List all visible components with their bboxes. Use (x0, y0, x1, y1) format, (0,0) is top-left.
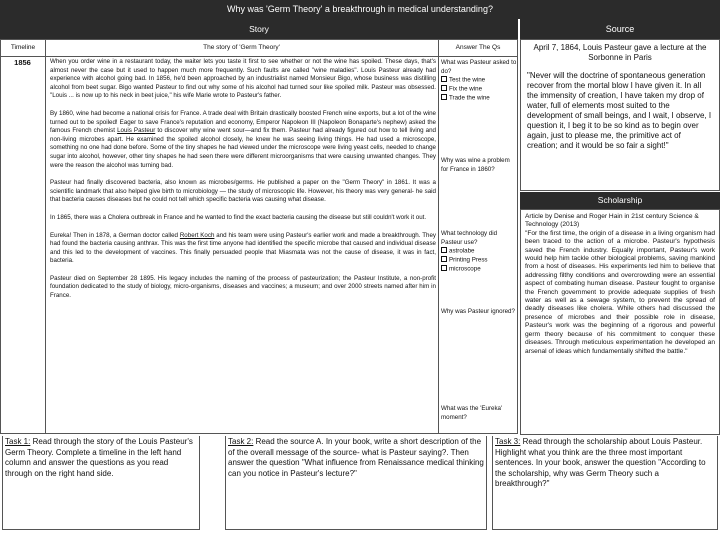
scholarship-header: Scholarship (520, 192, 720, 209)
task-text: Read the source A. In your book, write a short description of the of the overall message of the source- what is Pasteur saying?. Then answer the question "What influence from Renaissance medical thinking can you notice in Pasteur's lecture?" (228, 437, 484, 478)
scholarship-intro: Article by Denise and Roger Hain in 21st century Science & Technology (2013) (525, 213, 699, 229)
task-3 (492, 436, 718, 530)
option-label: Test the wine (449, 76, 486, 84)
source-panel (520, 39, 720, 191)
source-quote: "Never will the doctrine of spontaneous generation recover from the mortal blow I have given it. In all the immensity of creation, I have taken my drop of water, full of elements most suited to the development of small beings, and I wait, I observe, I question it, I beg it to be so kind as to begin over again, just to please me, the primitive act of creation; and it would be so fair a sight!" (527, 71, 712, 150)
task-2 (225, 436, 487, 530)
story-paragraph (50, 110, 436, 170)
question-5: What was the 'Eureka' moment? (441, 405, 503, 421)
checkbox-icon[interactable] (441, 76, 447, 82)
option-checkbox[interactable] (441, 85, 517, 94)
scholarship-quote: "For the first time, the origin of a disease in a living organism had been traced to the action of a microbe. Pasteur's hypothesis saved the French industry. Equally important, Pasteur's work would help him tackle other biological problems, saving mankind from a host of diseases. His experiments led him to believe that addressing filthy conditions and overcrowding were an essential aspect of combating human disease. Pasteur fought to organise the French government to provide adequate supplies of fresh water as well as a sewage system, to prevent the spread of deadly diseases like cholera. While others had discussed the presence of microbes and their possible role in disease, Pasteur's work was the beginning of a rigorous and powerful germ theory because of his commitment to conquer these diseases. Through meticulous experimentation he developed an arsenal of ideas which fundamentally shifted the battle." (525, 229, 715, 355)
timeline-year: 1856 (14, 58, 31, 67)
paragraph-text: and his team were using Pasteur's earlier work and made a breakthrough. They had found the bacteria causing anthrax. This was the first time anyone had identified the specific microbe that caused and individual disease and this led to the development of vaccines. This finally persuaded people that Miasmata was not the cause of disease, it was in fact, bacteria. (50, 231, 436, 265)
timeline-column-header: Timeline (10, 44, 36, 51)
column-divider (45, 40, 46, 433)
paragraph-text: to discover why wine went sour—and fix them. Pasteur had already figured out how to tell living and non-living microbes apart. He examined the spoiled alcohol closely, he knew he was seeing living things. He had used a microscope, something no one had done before. Some of the tiny shapes he had viewed under the microscope were living yeast cells, needed to change sugar into alcohol, however, other tiny shapes he had seen there were different microorganisms that were causing unwanted changes. They were the reason the alcohol was turning bad. (50, 127, 436, 169)
story-header: Story (0, 19, 518, 39)
question-1 (441, 59, 517, 103)
header-divider (1, 56, 517, 57)
option-checkbox[interactable] (441, 247, 517, 256)
story-paragraph: When you order wine in a restaurant today, the waiter lets you taste it first to see whether or not the wine has spoiled. These days, that's almost never the case but it used to happen much more frequently. Such faults are called "wine maladies". Louis Pasteur already had experience with alcohol going bad. In 1856, he'd been approached by an industrialist named Monsieur Bigo, whose business was distilling alcohol from beet sugar. Bigo wanted Pasteur to find out why some of his alcohol had turned sour like spoiled milk. Pasteur was obsessed. "Louis ... is now up to his neck in beet juice," his wife Marie wrote to Pasteur's father. (50, 58, 436, 100)
story-paragraph (50, 232, 436, 266)
task-label: Task 3: (495, 437, 521, 446)
option-label: Trade the wine (449, 94, 490, 102)
paragraph-text: Eureka! Then in 1878, a German doctor called (50, 231, 180, 239)
question-text: What was Pasteur asked to do? (441, 59, 517, 75)
option-checkbox[interactable] (441, 76, 517, 85)
column-divider (438, 40, 439, 433)
checkbox-icon[interactable] (441, 247, 447, 253)
question-text: What technology did Pasteur use? (441, 230, 498, 246)
option-label: astrolabe (449, 247, 475, 255)
question-2: Why was wine a problem for France in 1860? (441, 157, 510, 173)
option-label: Printing Press (449, 256, 488, 264)
option-checkbox[interactable] (441, 94, 517, 103)
paragraph-text: By 1860, wine had become a national crisis for France. A trade deal with Britain drastically boosted French wine exports, but a lot of the wine turned out to be spoiled! Eager to save France's reputation and economy, Emperor Napoleon III (Napoleon Bonaparte's nephew) asked the famous French chemist (50, 109, 436, 135)
story-table (0, 39, 518, 434)
louis-pasteur-link[interactable]: Louis Pasteur (117, 127, 156, 135)
task-text: Read through the scholarship about Louis Pasteur. Highlight what you think are the three most important sentences. In your book, answer the question "According to the scholarship, why was Germ Theory such a breakthrough?" (495, 437, 706, 488)
task-label: Task 2: (228, 437, 254, 446)
option-label: Fix the wine (449, 85, 483, 93)
task-label: Task 1: (5, 437, 31, 446)
story-paragraph: Pasteur had finally discovered bacteria, also known as microbes/germs. He published a paper on the "Germ Theory" in 1861. It was a scientific landmark that also helped give birth to microbiology — the study of microscopic life. However, his theory was very general- he said that bacteria causes diseases but he could not tell which specific bacteria was causing what disease. (50, 179, 436, 204)
task-text: Read through the story of the Louis Pasteur's Germ Theory. Complete a timeline in the left hand column and answer the questions as you read through on the right hand side. (5, 437, 193, 478)
page-title: Why was 'Germ Theory' a breakthrough in medical understanding? (0, 0, 720, 19)
source-intro: April 7, 1864, Louis Pasteur gave a lecture at the Sorbonne in Paris (533, 43, 707, 62)
story-column-header: The story of 'Germ Theory' (203, 44, 280, 51)
source-header: Source (520, 19, 720, 39)
option-label: microscope (449, 265, 481, 273)
option-checkbox[interactable] (441, 256, 517, 265)
checkbox-icon[interactable] (441, 256, 447, 262)
scholarship-panel (520, 209, 720, 435)
story-paragraph: Pasteur died on September 28 1895. His legacy includes the naming of the process of pasteurization; the Pasteur Institute, a non-profit foundation dedicated to the study of biology, micro-organisms, diseases and vaccines; a museum; and over 2000 streets named after him in France. (50, 274, 436, 300)
story-paragraph: In 1865, there was a Cholera outbreak in France and he wanted to find the exact bacteria causing the disease but still couldn't work it out. (50, 213, 427, 221)
checkbox-icon[interactable] (441, 94, 447, 100)
checkbox-icon[interactable] (441, 265, 447, 271)
option-checkbox[interactable] (441, 265, 517, 274)
story-text (50, 58, 436, 310)
answers-column-header: Answer The Qs (455, 44, 501, 51)
checkbox-icon[interactable] (441, 85, 447, 91)
question-4: Why was Pasteur ignored? (441, 308, 515, 315)
robert-koch-link[interactable]: Robert Koch (179, 231, 215, 239)
task-1 (2, 436, 200, 530)
question-3 (441, 230, 517, 274)
